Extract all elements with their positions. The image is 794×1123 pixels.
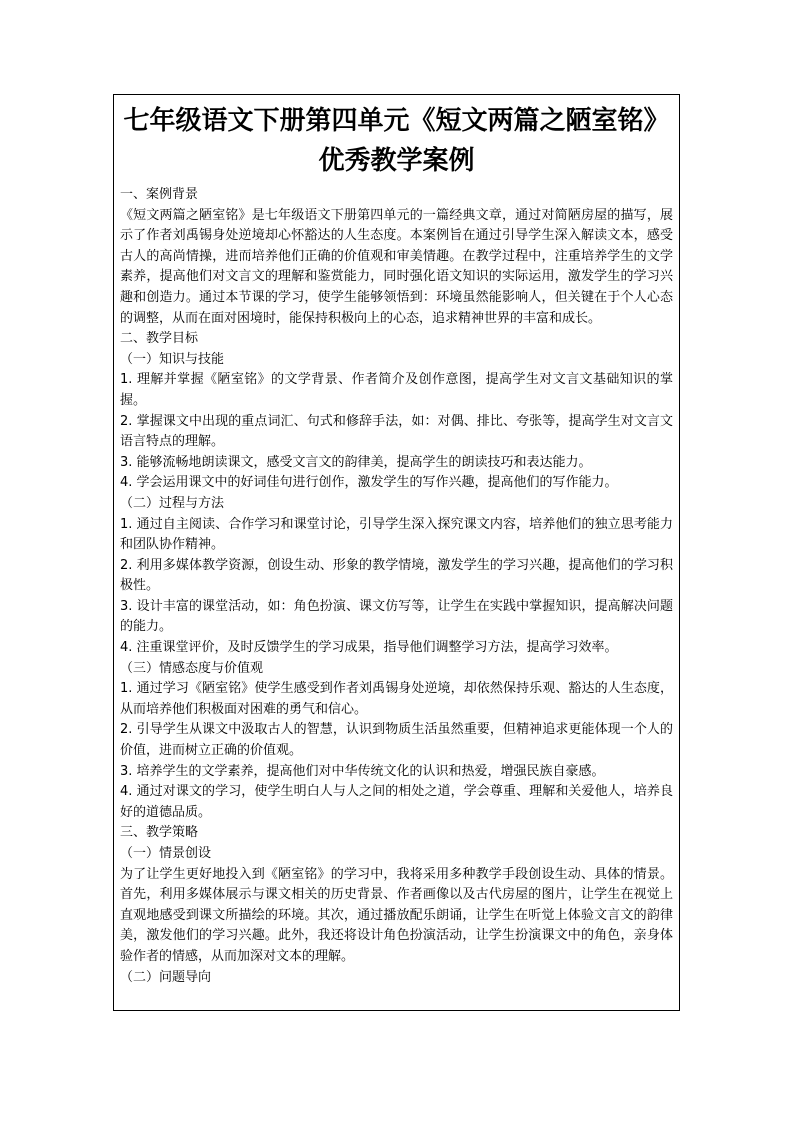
list-item: 1. 通过自主阅读、合作学习和课堂讨论，引导学生深入探究课文内容，培养他们的独立思考能力和团队协作精神。	[120, 516, 673, 553]
list-item: 2. 掌握课文中出现的重点词汇、句式和修辞手法，如：对偶、排比、夸张等，提高学生对文言文语言特点的理解。	[120, 413, 673, 450]
section-heading: 三、教学策略	[120, 825, 199, 841]
list-item: 3. 培养学生的文学素养，提高他们对中华传统文化的认识和热爱，增强民族自豪感。	[120, 763, 605, 779]
section-heading: 一、案例背景	[120, 187, 199, 202]
document-title: 七年级语文下册第四单元《短文两篇之陋室铭》优秀教学案例	[123, 106, 670, 176]
document-frame	[113, 94, 680, 1011]
section-heading: 二、教学目标	[120, 331, 199, 347]
subsection-heading: （一）情景创设	[120, 846, 212, 861]
list-item: 1. 通过学习《陋室铭》使学生感受到作者刘禹锡身处逆境，却依然保持乐观、豁达的人生态度，从而培养他们积极面对困难的勇气和信心。	[120, 681, 673, 717]
list-item: 3. 能够流畅地朗读课文，感受文言文的韵律美，提高学生的朗读技巧和表达能力。	[120, 454, 592, 470]
document-body	[114, 185, 679, 988]
list-item: 2. 引导学生从课文中汲取古人的智慧，认识到物质生活虽然重要，但精神追求更能体现一个人的价值，进而树立正确的价值观。	[120, 722, 673, 759]
list-item: 3. 设计丰富的课堂活动，如：角色扮演、课文仿写等，让学生在实践中掌握知识，提高解决问题的能力。	[120, 598, 673, 635]
subsection-heading: （一）知识与技能	[120, 351, 225, 367]
list-item: 1. 理解并掌握《陋室铭》的文学背景、作者简介及创作意图，提高学生对文言文基础知识的掌握。	[120, 372, 673, 408]
paragraph: 为了让学生更好地投入到《陋室铭》的学习中，我将采用多种教学手段创设生动、具体的情景。首先，利用多媒体展示与课文相关的历史背景、作者画像以及古代房屋的图片，让学生在视觉上直观地感受到课文所描绘的环境。其次，通过播放配乐朗诵，让学生在听觉上体验文言文的韵律美，激发他们的学习兴趣。此外，我还将设计角色扮演活动，让学生扮演课文中的角色，亲身体验作者的情感，从而加深对文本的理解。	[120, 866, 673, 964]
list-item: 4. 通过对课文的学习，使学生明白人与人之间的相处之道，学会尊重、理解和关爱他人，培养良好的道德品质。	[120, 784, 673, 820]
paragraph: 《短文两篇之陋室铭》是七年级语文下册第四单元的一篇经典文章，通过对简陋房屋的描写，展示了作者刘禹锡身处逆境却心怀豁达的人生态度。本案例旨在通过引导学生深入解读文本，感受古人的高尚情操，进而培养他们正确的价值观和审美情趣。在教学过程中，注重培养学生的文学素养，提高他们对文言文的理解和鉴赏能力，同时强化语文知识的实际运用，激发学生的学习兴趣和创造力。通过本节课的学习，使学生能够领悟到：环境虽然能影响人，但关键在于个人心态的调整，从而在面对困境时，能保持积极向上的心态，追求精神世界的丰富和成长。	[120, 207, 673, 326]
subsection-heading: （三）情感态度与价值观	[120, 660, 264, 676]
subsection-heading: （二）问题导向	[120, 969, 212, 985]
list-item: 4. 学会运用课文中的好词佳句进行创作，激发学生的写作兴趣，提高他们的写作能力。	[120, 475, 618, 491]
list-item: 2. 利用多媒体教学资源，创设生动、形象的教学情境，激发学生的学习兴趣，提高他们的学习积极性。	[120, 557, 673, 594]
subsection-heading: （二）过程与方法	[120, 495, 225, 511]
list-item: 4. 注重课堂评价，及时反馈学生的学习成果，指导他们调整学习方法，提高学习效率。	[120, 640, 618, 656]
